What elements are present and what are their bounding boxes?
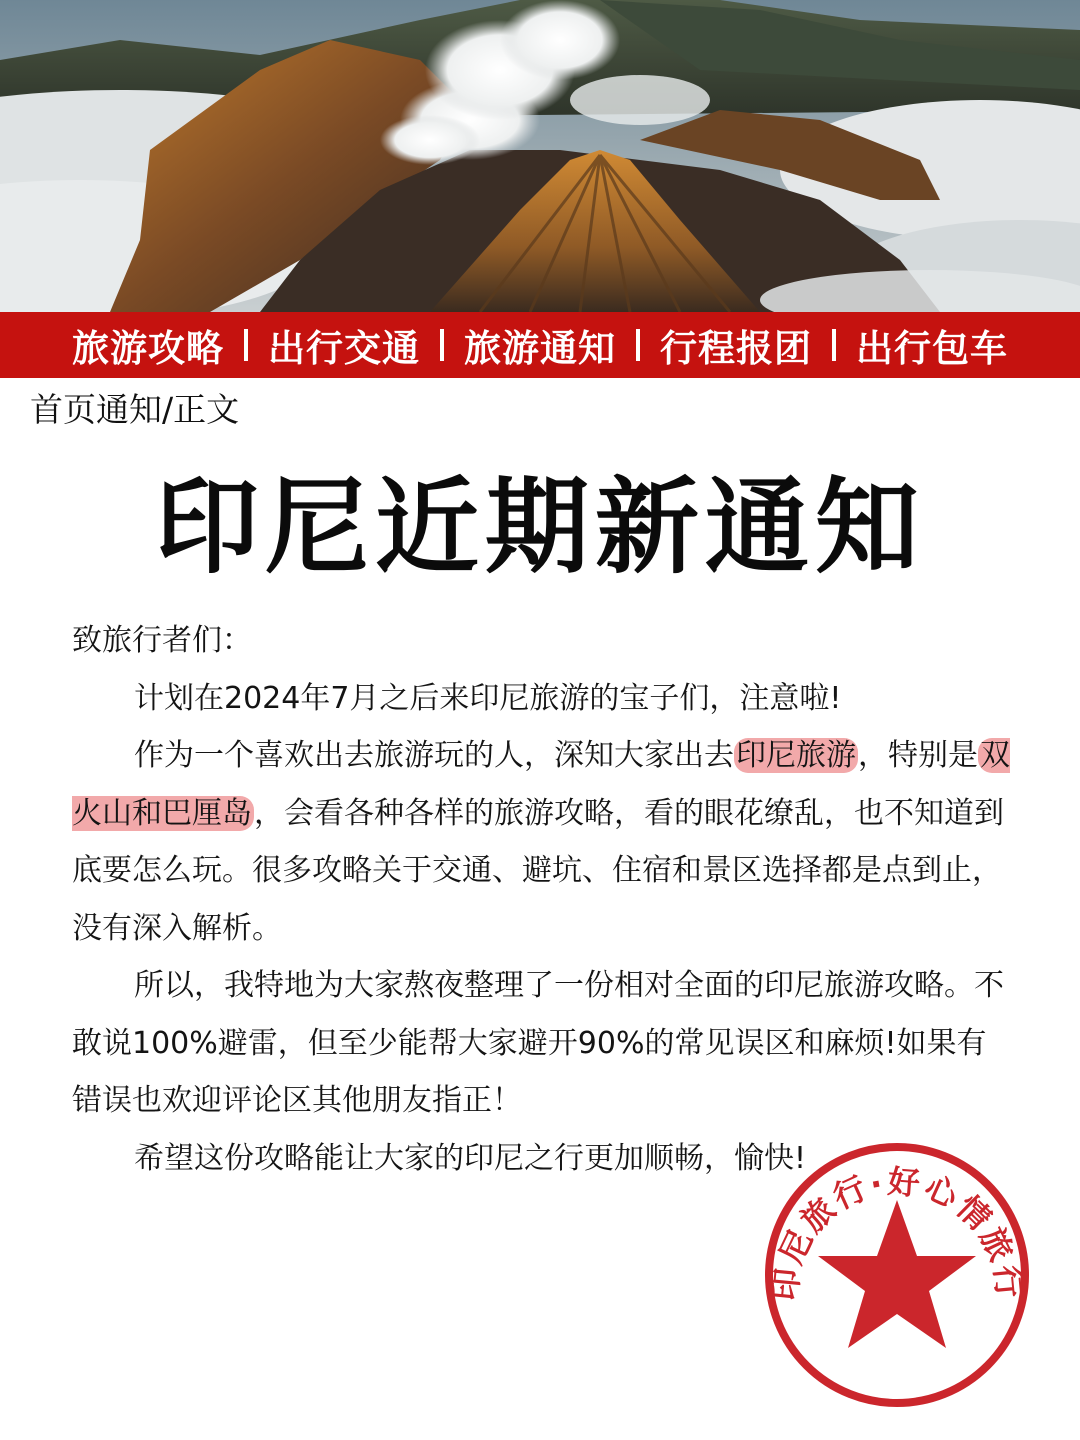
nav-item-travel-notice[interactable]: 旅游通知 — [464, 327, 616, 370]
stamp-text: 印尼旅行·好心情旅行 — [765, 1162, 1029, 1303]
article-paragraph — [72, 727, 1012, 957]
article-greeting: 致旅行者们： — [72, 623, 252, 658]
article-body — [72, 612, 1012, 1187]
article-paragraph: 计划在2024年7月之后来印尼旅游的宝子们，注意啦! — [134, 680, 842, 716]
article-paragraph: 希望这份攻略能让大家的印尼之行更加顺畅，愉快! — [134, 1140, 807, 1176]
article-text: 作为一个喜欢出去旅游玩的人，深知大家出去 — [134, 738, 734, 773]
nav-separator — [244, 329, 248, 361]
article-text: ，会看各种各样的旅游攻略，看的眼花缭乱，也不知道到底要怎么玩。很多攻略关于交通、避坑、住宿和景区选择都是点到止，没有深入解析。 — [72, 795, 1004, 946]
breadcrumb[interactable]: 首页通知/正文 — [30, 390, 240, 429]
highlight-keyword: 印尼旅游 — [736, 738, 856, 773]
nav-separator — [440, 329, 444, 361]
nav-separator — [636, 329, 640, 361]
nav-item-transport[interactable]: 出行交通 — [268, 327, 420, 370]
hero-volcano-image — [0, 0, 1080, 312]
nav-item-tour-booking[interactable]: 行程报团 — [660, 327, 812, 370]
highlight-keyword: 双火山和巴厘岛 — [72, 738, 1010, 831]
nav-item-travel-guide[interactable]: 旅游攻略 — [72, 327, 224, 370]
nav-separator — [832, 329, 836, 361]
article-paragraph: 所以，我特地为大家熬夜整理了一份相对全面的印尼旅游攻略。不敢说100%避雷，但至少能帮大家避开90%的常见误区和麻烦!如果有错误也欢迎评论区其他朋友指正！ — [72, 968, 1004, 1118]
article-text: ，特别是 — [858, 738, 978, 773]
page-title: 印尼近期新通知 — [154, 466, 925, 588]
nav-item-car-charter[interactable]: 出行包车 — [856, 327, 1008, 370]
category-nav-bar — [0, 312, 1080, 378]
red-seal-stamp — [762, 1140, 1032, 1410]
star-icon — [818, 1200, 976, 1348]
